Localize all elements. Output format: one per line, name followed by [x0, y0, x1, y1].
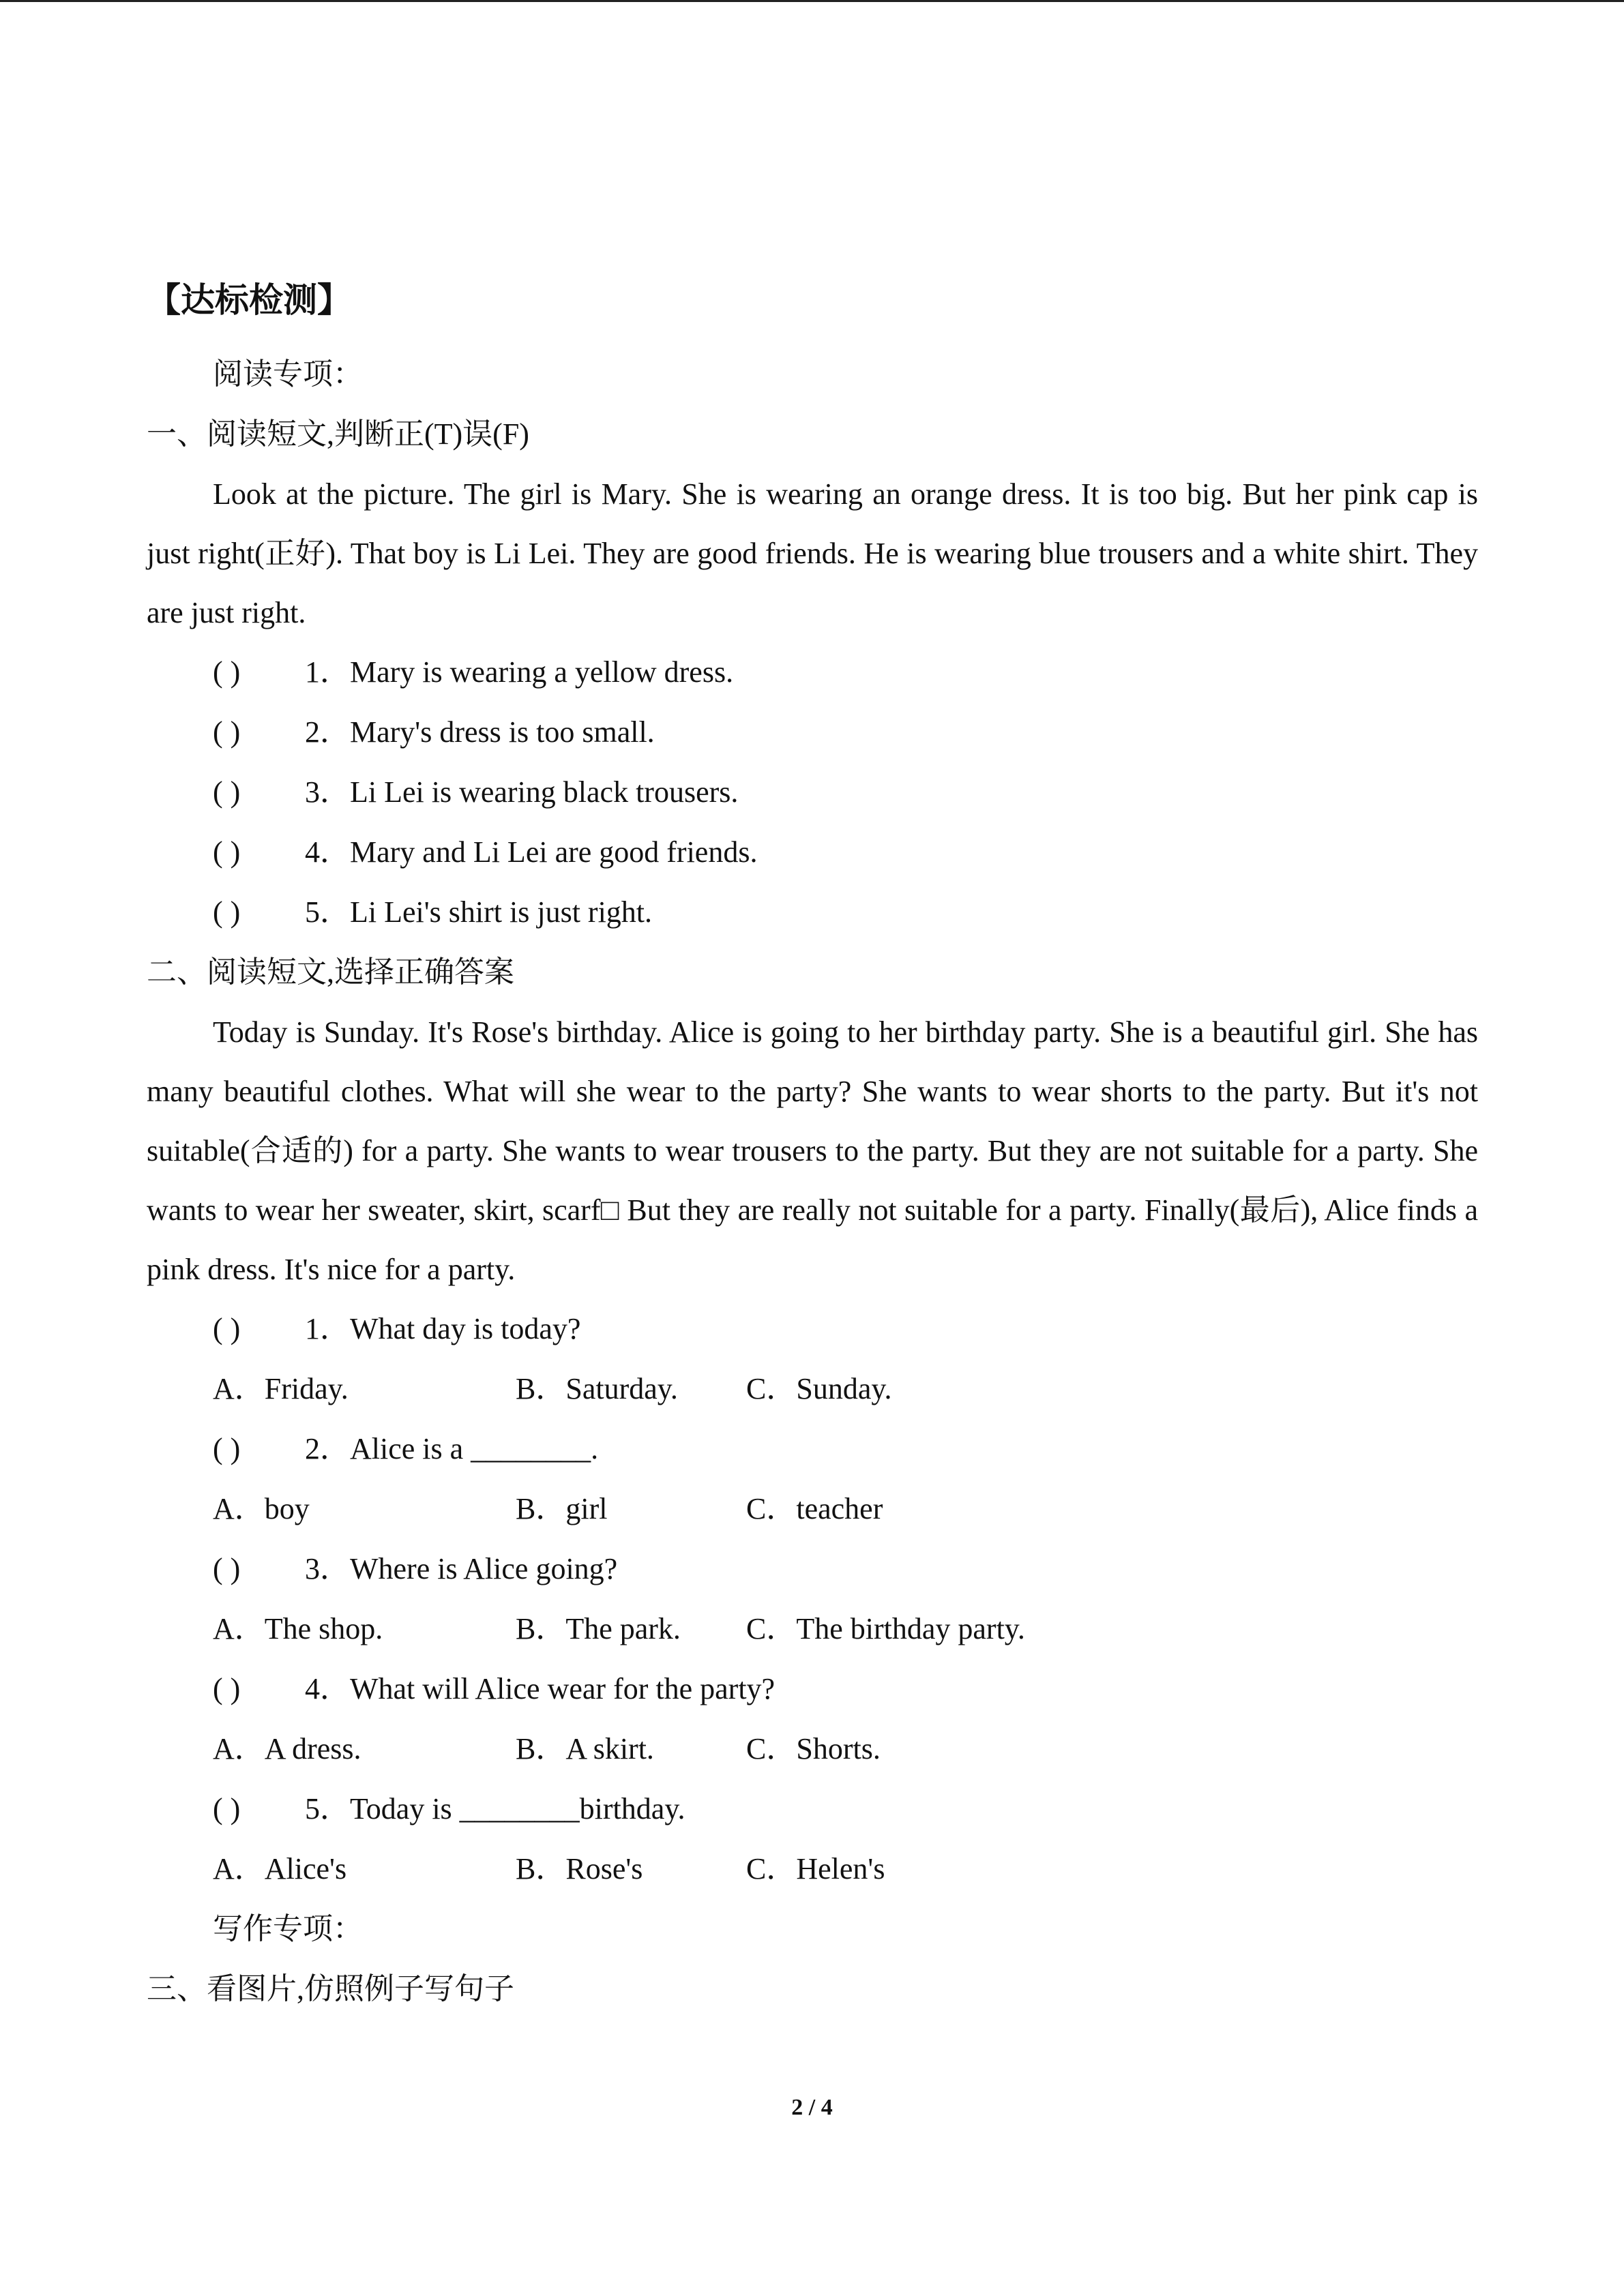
section1-title: 一、阅读短文,判断正(T)误(F) [147, 417, 529, 451]
question-text: Li Lei is wearing black trousers. [350, 775, 739, 809]
question-text: Today is ________birthday. [350, 1792, 685, 1825]
question-number: 5． [305, 895, 350, 929]
option-c: C．teacher [746, 1492, 883, 1525]
option-a: A．A dress. [213, 1732, 361, 1765]
section2-questions [147, 1299, 1478, 1899]
section1-questions [147, 642, 1478, 942]
options-row [147, 1839, 1478, 1899]
question-number: 4． [305, 1672, 350, 1705]
question-text: Alice is a ________. [350, 1432, 599, 1465]
answer-blank: ( ) [213, 1432, 241, 1465]
section3-title: 三、看图片,仿照例子写句子 [147, 1972, 514, 2006]
option-b: B．Saturday. [516, 1372, 678, 1405]
mc-question [147, 1659, 1478, 1719]
writing-label: 写作专项： [213, 1912, 363, 1945]
section-heading: 【达标检测】 [147, 280, 351, 320]
option-b: B．girl [516, 1492, 608, 1525]
answer-blank: ( ) [213, 715, 241, 749]
answer-blank: ( ) [213, 775, 241, 809]
option-c: C．Helen's [746, 1852, 885, 1885]
options-row [147, 1719, 1478, 1779]
answer-blank: ( ) [213, 1552, 241, 1585]
document-page [147, 269, 1478, 2019]
tf-question [147, 822, 1478, 882]
option-b: B．A skirt. [516, 1732, 654, 1765]
answer-blank: ( ) [213, 1672, 241, 1705]
mc-question [147, 1539, 1478, 1599]
tf-question [147, 882, 1478, 942]
options-row [147, 1359, 1478, 1419]
answer-blank: ( ) [213, 1312, 241, 1345]
top-border [0, 0, 1624, 2]
mc-question [147, 1779, 1478, 1839]
option-a: A．Friday. [213, 1372, 349, 1405]
question-text: Mary is wearing a yellow dress. [350, 655, 734, 689]
question-number: 1． [305, 655, 350, 689]
option-b: B．Rose's [516, 1852, 643, 1885]
tf-question [147, 702, 1478, 762]
tf-question [147, 762, 1478, 822]
mc-question [147, 1419, 1478, 1479]
section2-passage: Today is Sunday. It's Rose's birthday. Alice is going to her birthday party. She is a beautiful girl. She has many beautiful clothes. What will she wear to the party? She wants to wear shorts to the party. But it's not suitable(合适的) for a party. She wants to wear trousers to the party. But they are not suitable for a party. She wants to wear her sweater, skirt, scarf□ But they are really not suitable for a party. Finally(最后), Alice finds a pink dress. It's nice for a party. [147, 1015, 1478, 1286]
question-number: 4． [305, 835, 350, 869]
question-text: Where is Alice going? [350, 1552, 618, 1585]
answer-blank: ( ) [213, 655, 241, 689]
question-number: 5． [305, 1792, 350, 1825]
question-number: 2． [305, 1432, 350, 1465]
option-c: C．Sunday. [746, 1372, 892, 1405]
mc-question [147, 1299, 1478, 1359]
answer-blank: ( ) [213, 835, 241, 869]
options-row [147, 1479, 1478, 1539]
tf-question [147, 642, 1478, 702]
options-row [147, 1599, 1478, 1659]
question-text: What day is today? [350, 1312, 581, 1345]
question-text: Mary's dress is too small. [350, 715, 655, 749]
reading-label: 阅读专项： [213, 357, 363, 391]
question-number: 3． [305, 775, 350, 809]
option-c: C．Shorts. [746, 1732, 881, 1765]
option-a: A．Alice's [213, 1852, 347, 1885]
option-a: A．boy [213, 1492, 310, 1525]
option-b: B．The park. [516, 1612, 681, 1645]
option-a: A．The shop. [213, 1612, 383, 1645]
question-text: Li Lei's shirt is just right. [350, 895, 653, 929]
question-number: 2． [305, 715, 350, 749]
page-number: 2 / 4 [791, 2095, 833, 2120]
question-text: What will Alice wear for the party? [350, 1672, 776, 1705]
section2-title: 二、阅读短文,选择正确答案 [147, 955, 514, 989]
answer-blank: ( ) [213, 895, 241, 929]
answer-blank: ( ) [213, 1792, 241, 1825]
option-c: C．The birthday party. [746, 1612, 1025, 1645]
question-text: Mary and Li Lei are good friends. [350, 835, 758, 869]
question-number: 1． [305, 1312, 350, 1345]
section1-passage: Look at the picture. The girl is Mary. She is wearing an orange dress. It is too big. But her pink cap is just right(正好). That boy is Li Lei. They are good friends. He is wearing blue trousers and a white shirt. They are just right. [147, 477, 1478, 629]
question-number: 3． [305, 1552, 350, 1585]
